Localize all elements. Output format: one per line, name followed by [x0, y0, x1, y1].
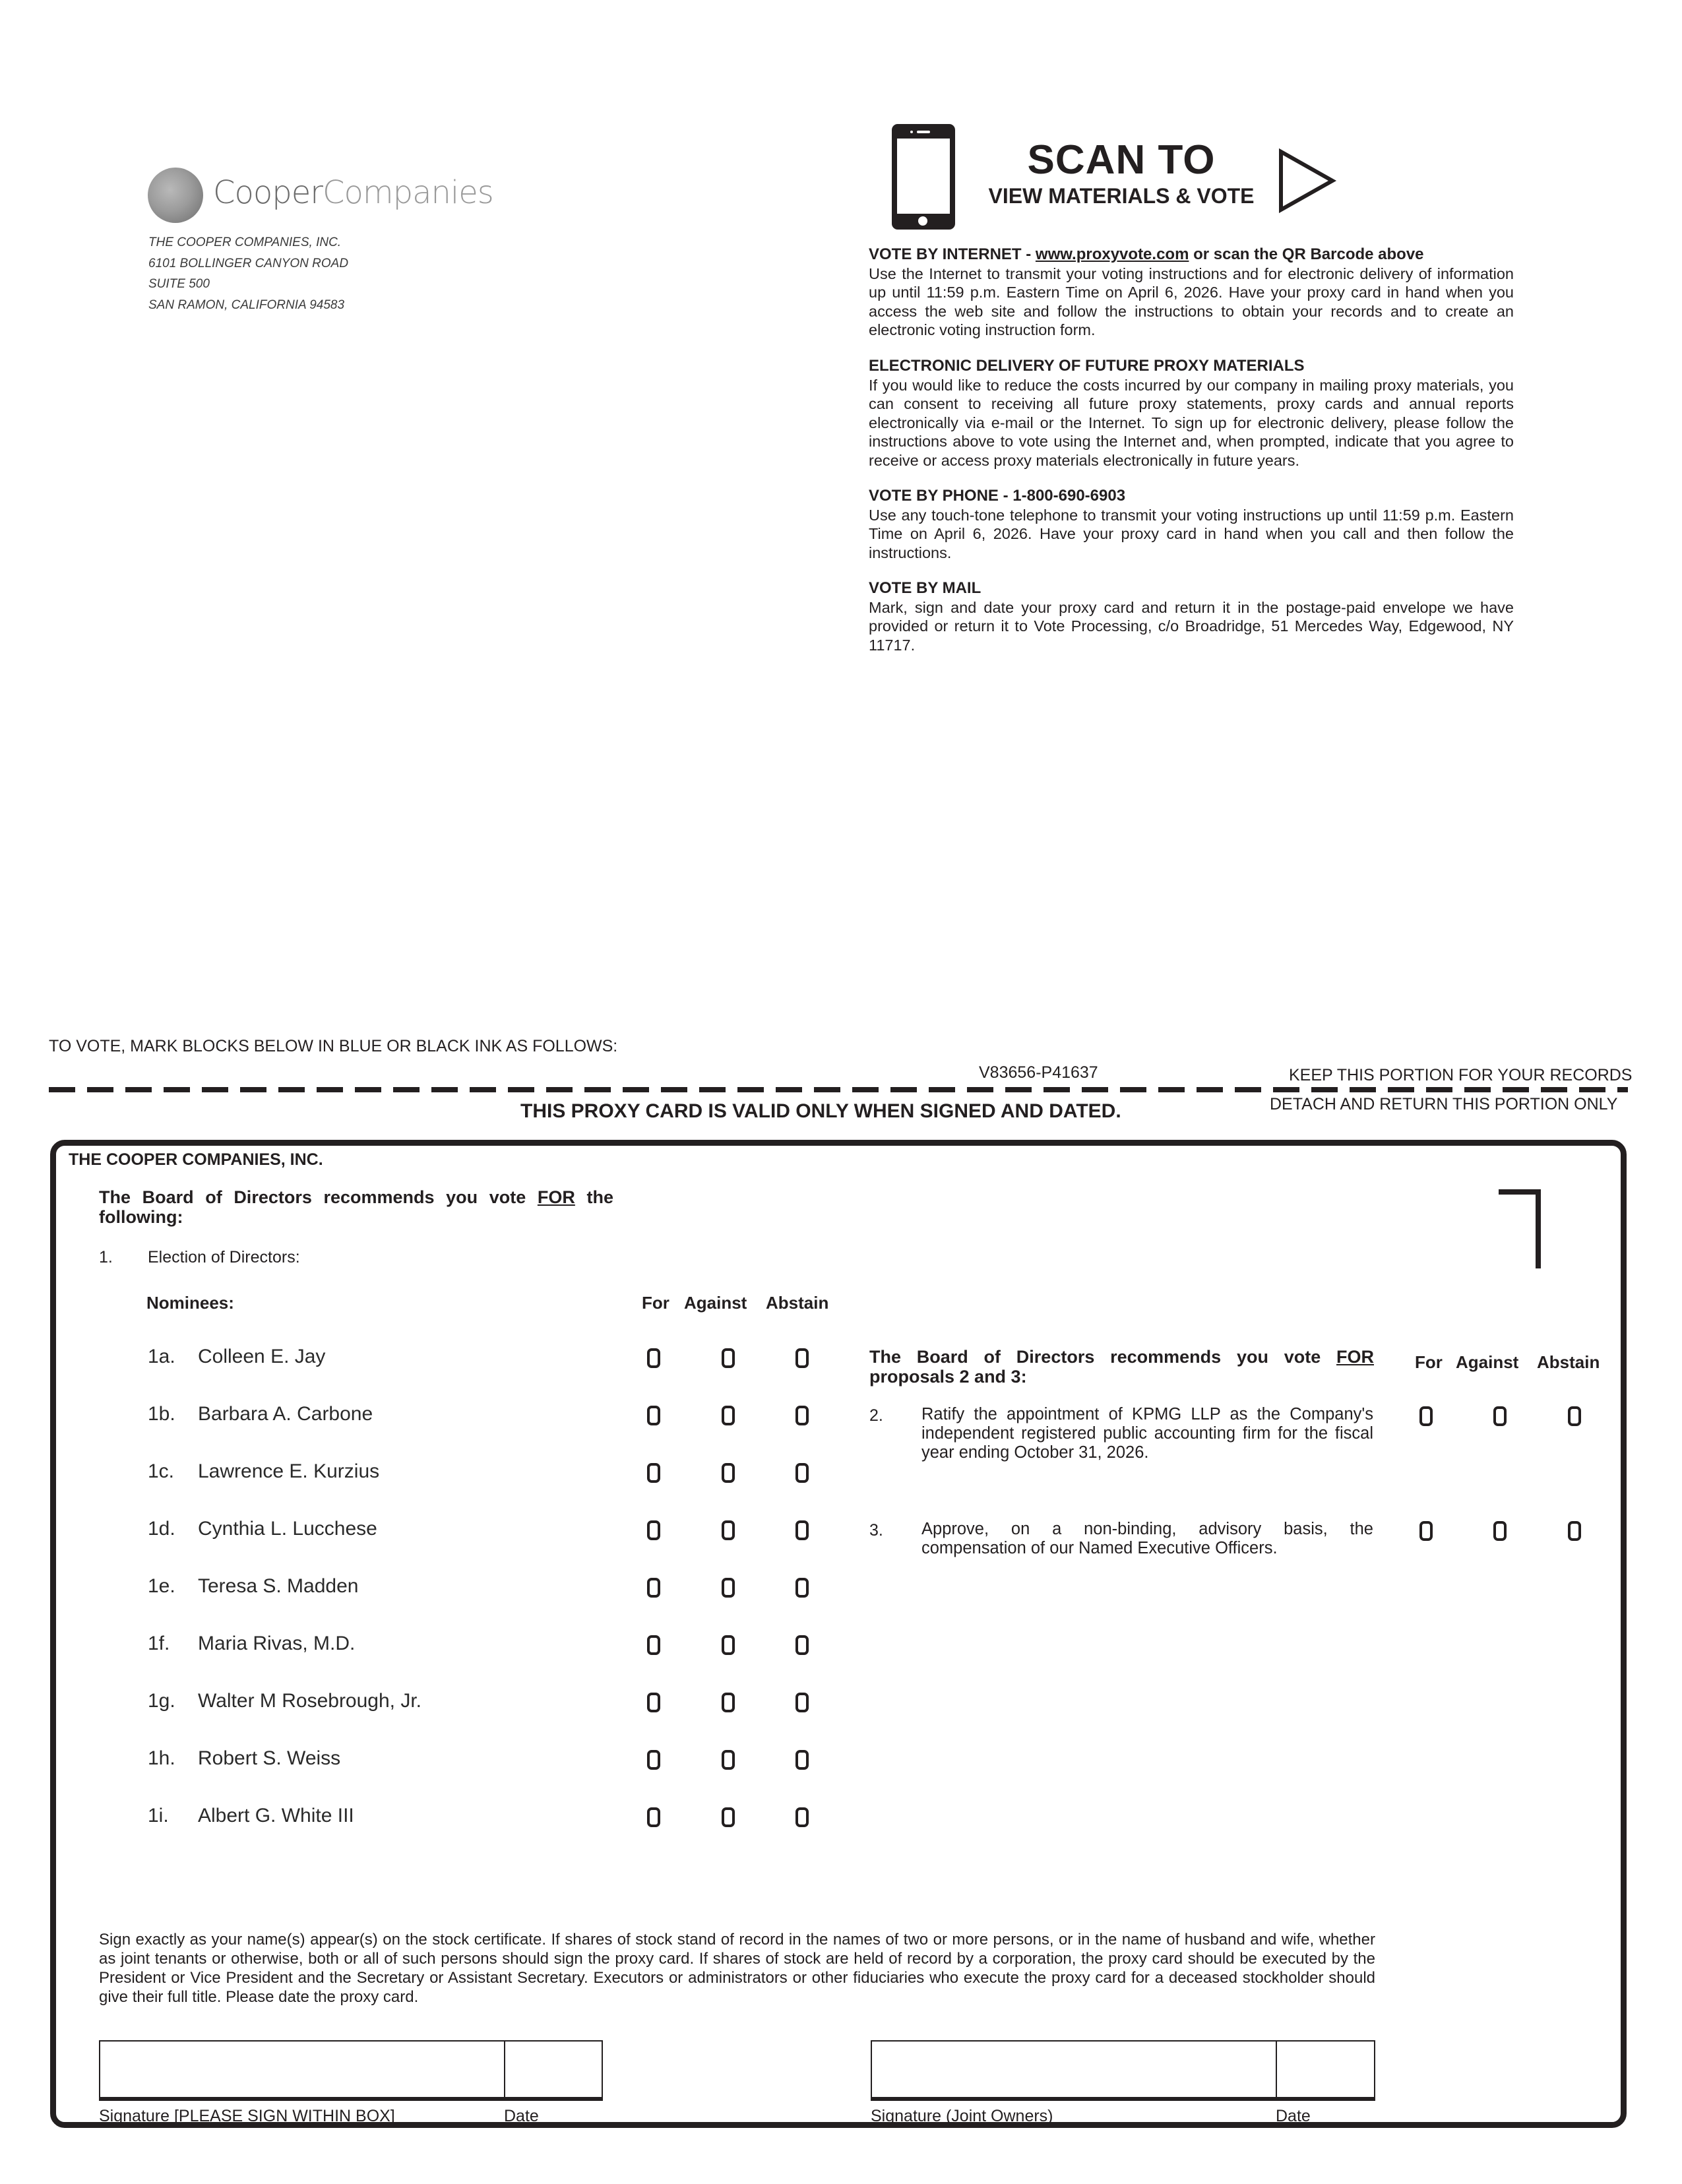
nominee-1e-against-checkbox[interactable]	[722, 1578, 735, 1598]
nominee-1a-abstain-checkbox[interactable]	[795, 1348, 809, 1368]
nominee-1e-for-checkbox[interactable]	[647, 1578, 660, 1598]
electronic-delivery-section	[869, 357, 1514, 470]
nominee-1h-abstain-checkbox[interactable]	[795, 1750, 809, 1770]
column-abstain-header: Abstain	[766, 1293, 829, 1313]
nominee-1f-against-checkbox[interactable]	[722, 1635, 735, 1655]
address-line: 6101 BOLLINGER CANYON ROAD	[148, 256, 349, 270]
vote-by-internet-heading: VOTE BY INTERNET - www.proxyvote.com or scan the QR Barcode above	[869, 245, 1424, 263]
board-recommendation-2: The Board of Directors recommends you vote FOR proposals 2 and 3:	[869, 1347, 1374, 1387]
nominee-1f-for-checkbox[interactable]	[647, 1635, 660, 1655]
vote-by-internet-body: Use the Internet to transmit your voting instructions and for electronic delivery of information up until 11:59 p.m. Eastern Time on April 6, 2026. Have your proxy card in hand when you access the web site and follow the instructions to obtain your records and to create an electronic voting instruction form.	[869, 265, 1514, 339]
address-line: SAN RAMON, CALIFORNIA 94583	[148, 297, 345, 312]
nominee-1c-for-checkbox[interactable]	[647, 1463, 660, 1483]
column-abstain-header: Abstain	[1537, 1352, 1600, 1372]
proxyvote-link[interactable]: www.proxyvote.com	[1035, 245, 1189, 263]
nominee-1a-for-checkbox[interactable]	[647, 1348, 660, 1368]
nominee-1c-abstain-checkbox[interactable]	[795, 1463, 809, 1483]
scan-title: SCAN TO	[1027, 137, 1216, 183]
column-for-header: For	[1415, 1352, 1443, 1372]
nominee-1g-against-checkbox[interactable]	[722, 1693, 735, 1712]
company-logo-orb-icon	[148, 168, 203, 223]
nominees-heading: Nominees:	[146, 1293, 234, 1313]
nominee-1e-abstain-checkbox[interactable]	[795, 1578, 809, 1598]
proposal-2-for-checkbox[interactable]	[1419, 1406, 1433, 1426]
nominee-1d-for-checkbox[interactable]	[647, 1520, 660, 1540]
proposal-1-number: 1.	[99, 1248, 113, 1266]
return-address	[148, 232, 348, 315]
joint-date-label: Date	[1276, 2107, 1311, 2125]
nominee-1f-abstain-checkbox[interactable]	[795, 1635, 809, 1655]
nominee-1b-abstain-checkbox[interactable]	[795, 1406, 809, 1425]
play-triangle-icon	[1277, 148, 1338, 214]
nominee-1a-against-checkbox[interactable]	[722, 1348, 735, 1368]
proposal-3-against-checkbox[interactable]	[1493, 1521, 1507, 1541]
nominee-1i-for-checkbox[interactable]	[647, 1807, 660, 1827]
address-line: SUITE 500	[148, 277, 210, 291]
scan-subtitle: VIEW MATERIALS & VOTE	[988, 184, 1255, 208]
vote-by-mail-heading: VOTE BY MAIL	[869, 579, 981, 597]
company-logo-wordmark: CooperCompanies	[213, 174, 493, 211]
electronic-delivery-body: If you would like to reduce the costs incurred by our company in mailing proxy materials, you can consent to receiving all future proxy statements, proxy cards and annual reports electronically via e-mail or the Internet. To sign up for electronic delivery, please follow the instructions above to vote using the Internet and, when prompted, indicate that you agree to receive or access proxy materials electronically in future years.	[869, 376, 1514, 469]
proposal-2-text: Ratify the appointment of KPMG LLP as the Company's independent registered public accounting firm for the fiscal year ending October 31, 2026.	[921, 1405, 1373, 1462]
nominee-1h-for-checkbox[interactable]	[647, 1750, 660, 1770]
proposal-1-title: Election of Directors:	[148, 1248, 300, 1266]
vote-by-phone-heading: VOTE BY PHONE - 1-800-690-6903	[869, 487, 1126, 505]
vote-by-mail-section	[869, 579, 1514, 654]
vote-by-phone-body: Use any touch-tone telephone to transmit your voting instructions up until 11:59 p.m. Eastern Time on April 6, 2026. Have your proxy card in hand when you call and then follow the instructions.	[869, 506, 1514, 561]
proposal-2-abstain-checkbox[interactable]	[1568, 1406, 1581, 1426]
nominee-1i-against-checkbox[interactable]	[722, 1807, 735, 1827]
nominee-1b-for-checkbox[interactable]	[647, 1406, 660, 1425]
proposal-3-for-checkbox[interactable]	[1419, 1521, 1433, 1541]
vote-by-internet-section	[869, 245, 1514, 340]
nominee-1h-against-checkbox[interactable]	[722, 1750, 735, 1770]
keep-portion-label: KEEP THIS PORTION FOR YOUR RECORDS	[1289, 1066, 1633, 1084]
column-for-header: For	[642, 1293, 670, 1313]
vote-by-mail-body: Mark, sign and date your proxy card and return it in the postage-paid envelope we have provided or return it to Vote Processing, c/o Broadridge, 51 Mercedes Way, Edgewood, NY 11717.	[869, 598, 1514, 654]
nominee-1g-abstain-checkbox[interactable]	[795, 1693, 809, 1712]
joint-date-field[interactable]	[1277, 2042, 1374, 2098]
vote-by-phone-section	[869, 487, 1514, 562]
registration-corner-mark	[1499, 1189, 1541, 1268]
mark-instructions: TO VOTE, MARK BLOCKS BELOW IN BLUE OR BLACK INK AS FOLLOWS:	[49, 1037, 618, 1055]
date-label: Date	[504, 2107, 539, 2125]
proposal-2-against-checkbox[interactable]	[1493, 1406, 1507, 1426]
column-against-header: Against	[684, 1293, 747, 1313]
board-recommendation-1: The Board of Directors recommends you vote FOR the following:	[99, 1187, 613, 1227]
nominee-1i-abstain-checkbox[interactable]	[795, 1807, 809, 1827]
proposal-3-number: 3.	[869, 1521, 883, 1540]
column-against-header: Against	[1456, 1352, 1519, 1372]
control-number: V83656-P41637	[979, 1063, 1098, 1082]
nominee-1c-against-checkbox[interactable]	[722, 1463, 735, 1483]
nominee-1d-abstain-checkbox[interactable]	[795, 1520, 809, 1540]
signature-label: Signature [PLEASE SIGN WITHIN BOX]	[99, 2107, 395, 2125]
nominee-1b-against-checkbox[interactable]	[722, 1406, 735, 1425]
detach-dashed-line	[49, 1087, 1628, 1092]
proposal-3-abstain-checkbox[interactable]	[1568, 1521, 1581, 1541]
electronic-delivery-heading: ELECTRONIC DELIVERY OF FUTURE PROXY MATERIALS	[869, 357, 1305, 375]
date-field[interactable]	[505, 2042, 602, 2098]
nominee-1d-against-checkbox[interactable]	[722, 1520, 735, 1540]
detach-portion-label: DETACH AND RETURN THIS PORTION ONLY	[1270, 1095, 1618, 1113]
card-company-name: THE COOPER COMPANIES, INC.	[69, 1150, 323, 1169]
address-line: THE COOPER COMPANIES, INC.	[148, 235, 342, 249]
joint-signature-label: Signature (Joint Owners)	[871, 2107, 1053, 2125]
proposal-2-number: 2.	[869, 1406, 883, 1425]
valid-notice: THIS PROXY CARD IS VALID ONLY WHEN SIGNED AND DATED.	[520, 1100, 1121, 1122]
signing-instructions: Sign exactly as your name(s) appear(s) on the stock certificate. If shares of stock stand of record in the names of two or more persons, or in the name of husband and wife, whether as joint tenants or otherwise, both or all of such persons should sign the proxy card. If shares of stock are held of record by a corporation, the proxy card should be executed by the President or Vice President and the Secretary or Assistant Secretary. Executors or administrators or other fiduciaries who execute the proxy card for a deceased stockholder should give their full title. Please date the proxy card.	[99, 1931, 1375, 2006]
nominee-1g-for-checkbox[interactable]	[647, 1693, 660, 1712]
proposal-3-text: Approve, on a non-binding, advisory basis, the compensation of our Named Executive Officers.	[921, 1520, 1373, 1557]
